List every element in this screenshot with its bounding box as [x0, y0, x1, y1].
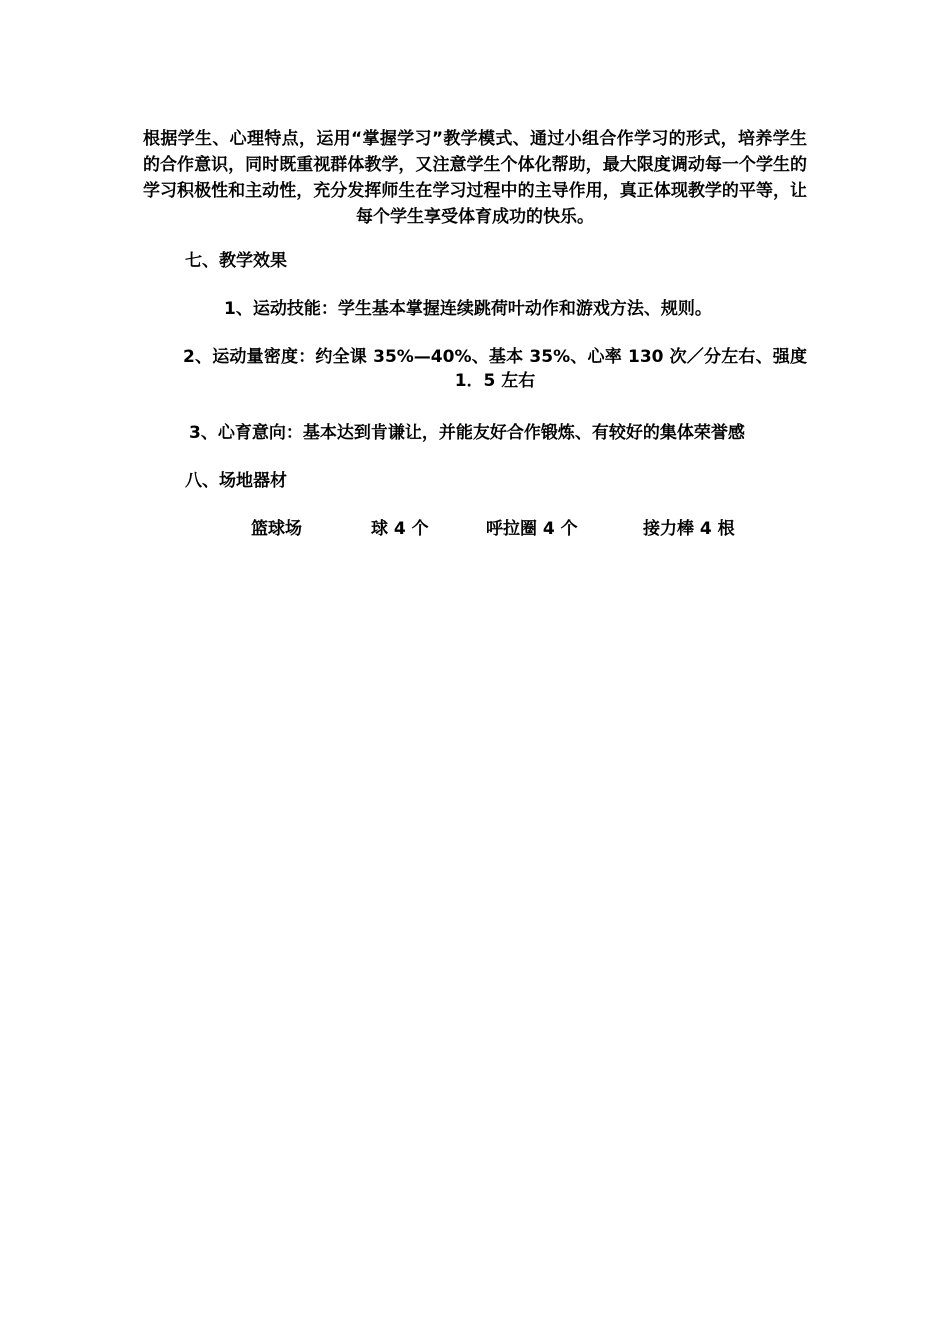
- teaching-effect-item-1: 1、运动技能：学生基本掌握连续跳荷叶动作和游戏方法、规则。: [224, 299, 712, 319]
- teaching-effect-item-3: 3、心育意向：基本达到肯谦让，并能友好合作锻炼、有较好的集体荣誉感: [189, 423, 745, 443]
- section-8-heading: 八、场地器材: [185, 471, 287, 491]
- intro-paragraph: 根据学生、心理特点，运用“掌握学习”教学模式、通过小组合作学习的形式，培养学生的合作意识，同时既重视群体教学，又注意学生个体化帮助，最大限度调动每一个学生的学习积极性和主动性，充分发挥师生在学习过程中的主导作用，真正体现教学的平等，让每个学生享受体育成功的快乐。: [143, 129, 807, 227]
- teaching-effect-item-2: 2、运动量密度：约全课 35%—40%、基本 35%、心率 130 次／分左右、强度 1．5 左右: [183, 347, 807, 391]
- equipment-item-balls: 球 4 个: [371, 519, 429, 539]
- equipment-item-hoops: 呼拉圈 4 个: [486, 519, 578, 539]
- equipment-item-court: 篮球场: [251, 519, 302, 539]
- section-7-heading: 七、教学效果: [185, 251, 287, 271]
- equipment-item-batons: 接力棒 4 根: [643, 519, 735, 539]
